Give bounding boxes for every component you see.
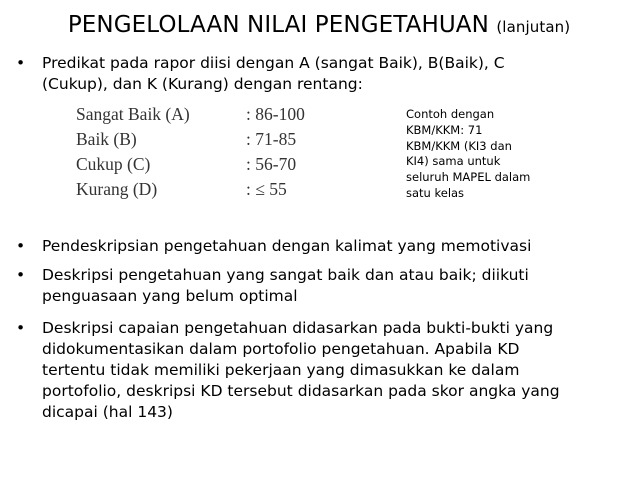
table-row <box>76 102 305 127</box>
note-line: satu kelas <box>406 185 465 200</box>
bullet-line: Pendeskripsian pengetahuan dengan kalimat yang memotivasi <box>42 237 532 255</box>
note-line: seluruh MAPEL dalam <box>406 170 531 185</box>
bullet-dot: • <box>16 266 26 284</box>
grade-label: Kurang (D) <box>76 179 158 199</box>
bullet-line: dicapai (hal 143) <box>42 403 173 421</box>
grade-range: : 86-100 <box>246 104 305 124</box>
bullet-dot: • <box>16 319 26 337</box>
bullet-line: didokumentasikan dalam portofolio pengetahuan. Apabila KD <box>42 340 520 358</box>
title-suffix: (lanjutan) <box>496 18 571 36</box>
grade-label: Baik (B) <box>76 129 137 149</box>
slide-title <box>0 8 638 44</box>
bullet-line: penguasaan yang belum optimal <box>42 287 298 305</box>
grade-range: : ≤ 55 <box>246 179 287 199</box>
grade-label: Sangat Baik (A) <box>76 104 190 124</box>
bullet-line: Deskripsi capaian pengetahuan didasarkan pada bukti-bukti yang <box>42 319 554 337</box>
table-row <box>76 177 305 202</box>
bullet-line: Predikat pada rapor diisi dengan A (sangat Baik), B(Baik), C <box>42 54 505 72</box>
note-line: KI4) sama untuk <box>406 154 501 169</box>
title-main: PENGELOLAAN NILAI PENGETAHUAN <box>67 12 489 38</box>
table-row <box>76 127 305 152</box>
bullet-dot: • <box>16 54 26 72</box>
bullet-dot: • <box>16 237 26 255</box>
grade-label: Cukup (C) <box>76 154 151 174</box>
bullet-line: Deskripsi pengetahuan yang sangat baik dan atau baik; diikuti <box>42 266 529 284</box>
bullet-line: (Cukup), dan K (Kurang) dengan rentang: <box>42 75 363 93</box>
grade-range-table <box>76 102 305 202</box>
bullet-text <box>42 236 531 257</box>
table-row <box>76 152 305 177</box>
grade-range: : 56-70 <box>246 154 297 174</box>
bullet-line: portofolio, deskripsi KD tersebut didasarkan pada skor angka yang <box>42 382 560 400</box>
bullet-text <box>42 265 529 307</box>
note-line: Contoh dengan <box>406 107 495 121</box>
note-line: KBM/KKM (KI3 dan <box>406 138 512 153</box>
bullet-text <box>42 53 505 95</box>
bullet-line: tertentu tidak memiliki pekerjaan yang dimasukkan ke dalam <box>42 361 520 379</box>
grade-range: : 71-85 <box>246 129 297 149</box>
kkm-example-note <box>406 107 566 202</box>
note-line: KBM/KKM: 71 <box>406 122 483 137</box>
bullet-text <box>42 318 560 423</box>
